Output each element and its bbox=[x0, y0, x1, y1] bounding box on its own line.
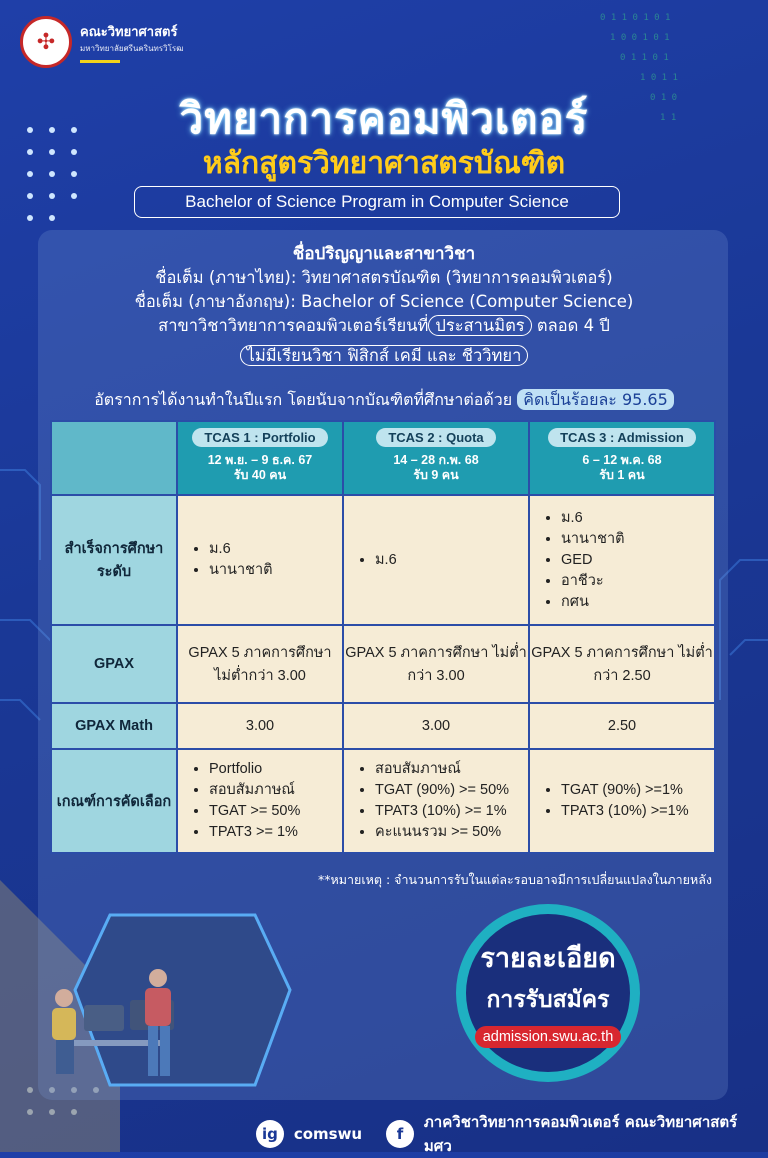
footnote: **หมายเหตุ : จำนวนการรับในแต่ละรอบอาจมีการเปลี่ยนแปลงในภายหลัง bbox=[318, 872, 712, 887]
employment-rate: คิดเป็นร้อยละ 95.65 bbox=[517, 389, 674, 410]
table-row-criteria bbox=[51, 749, 715, 853]
list-item: • ม.6 bbox=[561, 508, 713, 529]
no-subjects-note: ไม่มีเรียนวิชา ฟิสิกส์ เคมี และ ชีววิทยา bbox=[240, 345, 529, 366]
gpax-math-cell-1: 3.00 bbox=[177, 703, 343, 749]
list-item: • สอบสัมภาษณ์ bbox=[209, 780, 341, 801]
degree-full-th: ชื่อเต็ม (ภาษาไทย): วิทยาศาสตรบัณฑิต (วิทยาการคอมพิวเตอร์) bbox=[155, 268, 613, 287]
list-item: • TPAT3 (10%) >=1% bbox=[561, 801, 713, 822]
education-cell-2 bbox=[343, 495, 529, 625]
round-2-dates: 14 – 28 ก.พ. 68 bbox=[393, 453, 479, 467]
sub-title: หลักสูตรวิทยาศาสตรบัณฑิต bbox=[202, 146, 566, 181]
list-item: • TGAT (90%) >=1% bbox=[561, 780, 713, 801]
svg-text:0 1 0: 0 1 0 bbox=[650, 93, 678, 103]
criteria-cell-1 bbox=[177, 749, 343, 853]
list-item: • นานาชาติ bbox=[561, 529, 713, 550]
main-title: วิทยาการคอมพิวเตอร์ bbox=[179, 94, 589, 143]
facebook-icon[interactable]: f bbox=[386, 1120, 414, 1148]
svg-text:0 1 1 0 1 0 1: 0 1 1 0 1 0 1 bbox=[600, 13, 671, 23]
degree-info bbox=[0, 242, 768, 368]
round-3-seats: รับ 1 คน bbox=[599, 468, 645, 482]
campus-line bbox=[0, 314, 768, 338]
admission-table bbox=[50, 420, 716, 854]
campus-suffix: ตลอด 4 ปี bbox=[536, 316, 610, 335]
logo-underline bbox=[80, 60, 120, 63]
row-label-education: สำเร็จการศึกษาระดับ bbox=[51, 495, 177, 625]
row-label-gpax-math: GPAX Math bbox=[51, 703, 177, 749]
round-2-seats: รับ 9 คน bbox=[413, 468, 459, 482]
round-1-seats: รับ 40 คน bbox=[233, 468, 287, 482]
table-header-row bbox=[51, 421, 715, 495]
criteria-cell-2 bbox=[343, 749, 529, 853]
university-name: มหาวิทยาลัยศรีนครินทรวิโรฒ bbox=[80, 44, 184, 53]
gpax-math-cell-3: 2.50 bbox=[529, 703, 715, 749]
svg-text:1 0 0 1 0 1: 1 0 0 1 0 1 bbox=[610, 33, 670, 43]
footer bbox=[256, 1110, 768, 1158]
list-item: • Portfolio bbox=[209, 759, 341, 780]
degree-full-en: ชื่อเต็ม (ภาษาอังกฤษ): Bachelor of Science (Computer Science) bbox=[134, 292, 634, 311]
list-item: • นานาชาติ bbox=[209, 560, 341, 581]
list-item: • TPAT3 (10%) >= 1% bbox=[375, 801, 527, 822]
list-item: • สอบสัมภาษณ์ bbox=[375, 759, 527, 780]
svg-text:1 1: 1 1 bbox=[660, 113, 677, 123]
round-3-name: TCAS 3 : Admission bbox=[548, 428, 696, 447]
list-item: • ม.6 bbox=[209, 539, 341, 560]
english-title: Bachelor of Science Program in Computer Science bbox=[134, 186, 620, 218]
list-item: • TGAT >= 50% bbox=[209, 801, 341, 822]
round-header-1 bbox=[177, 421, 343, 495]
employment-rate-line bbox=[0, 388, 768, 413]
badge-line-2: การรับสมัคร bbox=[486, 987, 610, 1013]
admission-details-badge[interactable] bbox=[456, 904, 640, 1082]
round-2-name: TCAS 2 : Quota bbox=[376, 428, 495, 447]
campus-name: ประสานมิตร bbox=[428, 315, 531, 336]
faculty-name: คณะวิทยาศาสตร์ bbox=[80, 25, 178, 40]
table-corner bbox=[51, 421, 177, 495]
faculty-logo bbox=[20, 16, 183, 68]
svg-text:1 0 1 1: 1 0 1 1 bbox=[640, 73, 678, 83]
round-header-2 bbox=[343, 421, 529, 495]
university-seal-icon: ✣ bbox=[20, 16, 72, 68]
employment-text: อัตราการได้งานทำในปีแรก โดยนับจากบัณฑิตที่ศึกษาต่อด้วย bbox=[94, 390, 513, 409]
criteria-cell-3 bbox=[529, 749, 715, 853]
table-row-education bbox=[51, 495, 715, 625]
list-item: • TGAT (90%) >= 50% bbox=[375, 780, 527, 801]
list-item: • GED bbox=[561, 550, 713, 571]
facebook-page-name[interactable]: ภาควิชาวิทยาการคอมพิวเตอร์ คณะวิทยาศาสตร์ มศว bbox=[423, 1113, 738, 1155]
list-item: • อาชีวะ bbox=[561, 571, 713, 592]
badge-line-1: รายละเอียด bbox=[480, 943, 616, 974]
round-1-dates: 12 พ.ย. – 9 ธ.ค. 67 bbox=[207, 453, 313, 467]
campus-prefix: สาขาวิชาวิทยาการคอมพิวเตอร์เรียนที่ bbox=[158, 316, 429, 335]
gpax-cell-2: GPAX 5 ภาคการศึกษา ไม่ต่ำกว่า 3.00 bbox=[343, 625, 529, 703]
instagram-handle[interactable]: comswu bbox=[293, 1125, 363, 1143]
round-3-dates: 6 – 12 พ.ค. 68 bbox=[582, 453, 662, 467]
gpax-math-cell-2: 3.00 bbox=[343, 703, 529, 749]
instagram-icon[interactable]: ig bbox=[256, 1120, 284, 1148]
table-row-gpax bbox=[51, 625, 715, 703]
gpax-cell-3: GPAX 5 ภาคการศึกษา ไม่ต่ำกว่า 2.50 bbox=[529, 625, 715, 703]
list-item: • คะแนนรวม >= 50% bbox=[375, 822, 527, 843]
row-label-criteria: เกณฑ์การคัดเลือก bbox=[51, 749, 177, 853]
list-item: • ม.6 bbox=[375, 550, 527, 571]
round-1-name: TCAS 1 : Portfolio bbox=[192, 428, 327, 447]
row-label-gpax: GPAX bbox=[51, 625, 177, 703]
list-item: • TPAT3 >= 1% bbox=[209, 822, 341, 843]
education-cell-3 bbox=[529, 495, 715, 625]
degree-heading: ชื่อปริญญาและสาขาวิชา bbox=[292, 244, 476, 264]
list-item: • กศน bbox=[561, 592, 713, 613]
table-row-gpax-math bbox=[51, 703, 715, 749]
admission-url-link[interactable]: admission.swu.ac.th bbox=[475, 1026, 622, 1048]
svg-text:0 1 1 0 1: 0 1 1 0 1 bbox=[620, 53, 669, 63]
round-header-3 bbox=[529, 421, 715, 495]
education-cell-1 bbox=[177, 495, 343, 625]
gpax-cell-1: GPAX 5 ภาคการศึกษา ไม่ต่ำกว่า 3.00 bbox=[177, 625, 343, 703]
